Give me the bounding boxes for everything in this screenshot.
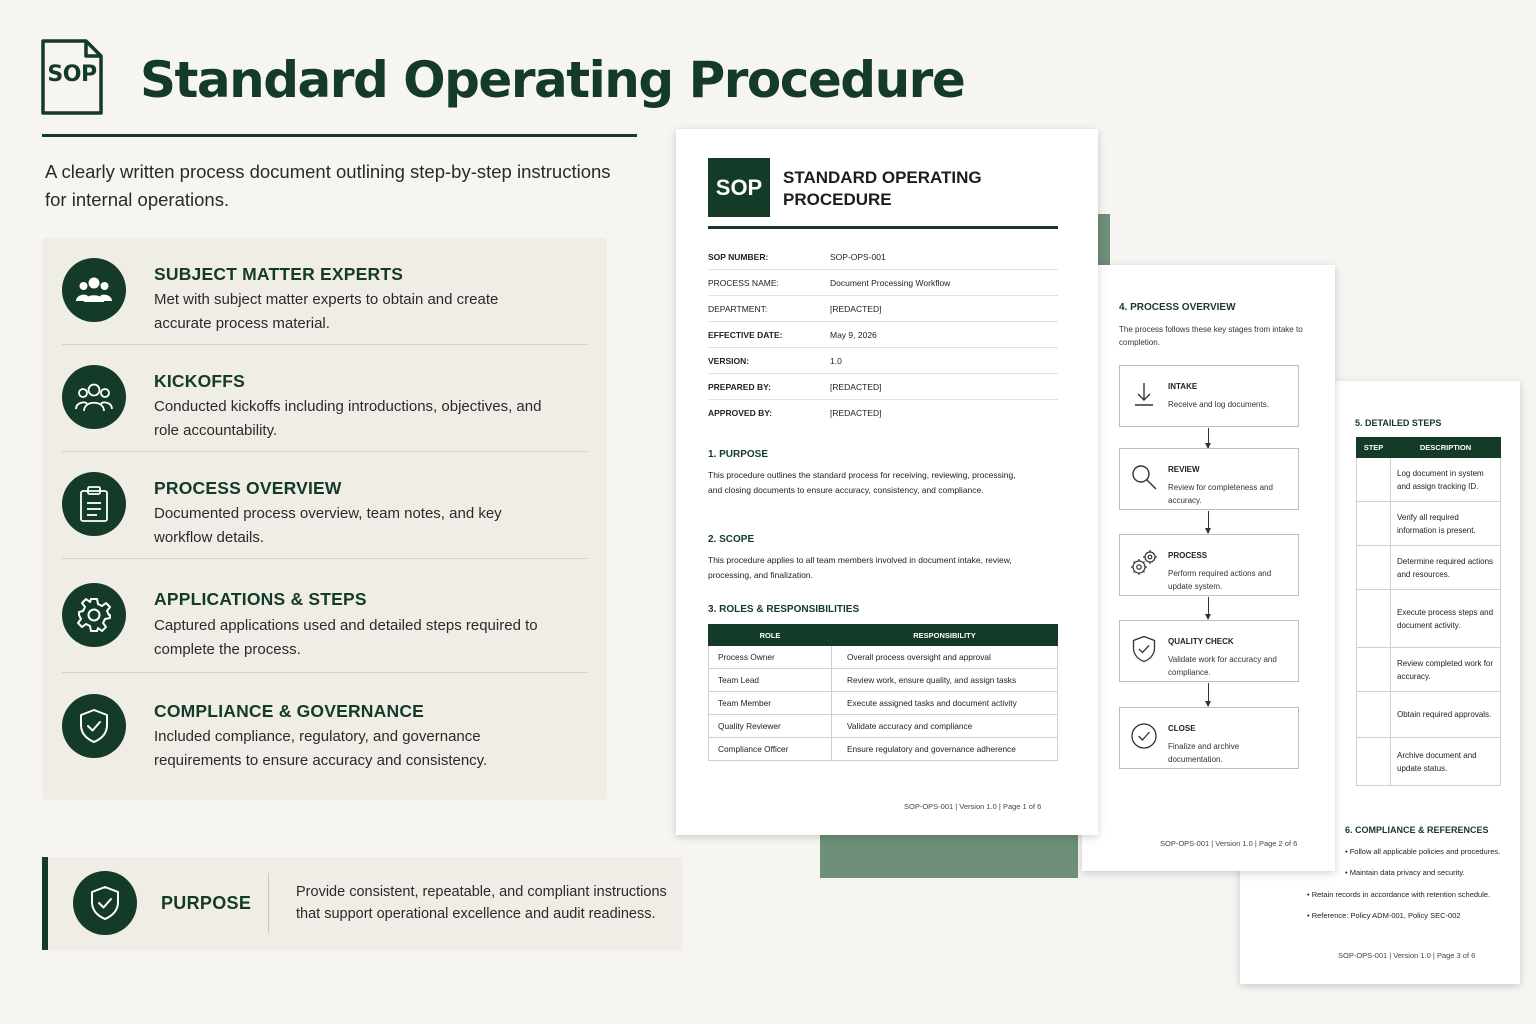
role-cell: Compliance Officer: [709, 738, 832, 761]
features-panel: [42, 238, 607, 800]
table-header: ROLE: [709, 625, 832, 646]
meta-row: [708, 374, 1058, 400]
role-cell: Quality Reviewer: [709, 715, 832, 738]
flow-arrow: [1208, 428, 1209, 448]
shield-check-icon: [62, 694, 126, 758]
roles-heading: 3. ROLES & RESPONSIBILITIES: [708, 604, 860, 615]
step-description: Verify all required information is present.: [1391, 502, 1501, 546]
people-group-icon: [62, 258, 126, 322]
flow-step-desc: Perform required actions and update system.: [1168, 569, 1272, 591]
process-overview-intro: The process follows these key stages from intake to completion.: [1119, 325, 1303, 347]
flow-step-name: CLOSE: [1168, 724, 1196, 733]
bullet-item: • Reference: Policy ADM-001, Policy SEC-002: [1307, 911, 1461, 920]
flow-step-name: REVIEW: [1168, 465, 1200, 474]
flow-step-name: INTAKE: [1168, 382, 1198, 391]
feature-item: [62, 673, 587, 793]
meta-key: PROCESS NAME:: [708, 278, 779, 288]
meta-key: EFFECTIVE DATE:: [708, 330, 783, 340]
page-subtitle: A clearly written process document outlining step-by-step instructions for internal operations.: [45, 161, 611, 210]
meta-row: [708, 270, 1058, 296]
feature-divider: [62, 558, 587, 559]
responsibility-cell: Review work, ensure quality, and assign tasks: [832, 669, 1058, 692]
table-header: STEP: [1357, 438, 1391, 458]
flow-step-name: PROCESS: [1168, 551, 1208, 560]
table-header: DESCRIPTION: [1391, 438, 1501, 458]
feature-item: [62, 561, 587, 673]
document-page-2: [1082, 265, 1335, 871]
process-overview-heading: 4. PROCESS OVERVIEW: [1119, 302, 1236, 313]
meta-value: SOP-OPS-001: [830, 252, 886, 262]
table-header: RESPONSIBILITY: [832, 625, 1058, 646]
flow-step-desc: Receive and log documents.: [1168, 400, 1269, 409]
flow-arrow: [1208, 683, 1209, 706]
shield-check-icon: [73, 871, 137, 935]
step-number-cell: [1357, 502, 1391, 546]
responsibility-cell: Ensure regulatory and governance adherence: [832, 738, 1058, 761]
bullet-text: Retain records in accordance with retention schedule.: [1311, 890, 1491, 899]
table-row: [1357, 692, 1501, 738]
scope-paragraph: This procedure applies to all team members involved in document intake, review, processing, and finalization.: [708, 555, 1012, 580]
purpose-label: PURPOSE: [161, 893, 252, 913]
flow-step-desc: Finalize and archive documentation.: [1168, 742, 1240, 764]
responsibility-cell: Validate accuracy and compliance: [832, 715, 1058, 738]
meta-row: [708, 400, 1058, 426]
purpose-paragraph: This procedure outlines the standard process for receiving, reviewing, processing, and closing documents to ensure accuracy, consistency, and compliance.: [708, 470, 1016, 495]
feature-description: Met with subject matter experts to obtain and create accurate process material.: [154, 291, 499, 332]
flow-step-desc: Validate work for accuracy and compliance.: [1168, 655, 1277, 677]
meta-value: Document Processing Workflow: [830, 278, 951, 288]
table-row: [709, 715, 1058, 738]
compliance-references-heading: 6. COMPLIANCE & REFERENCES: [1345, 825, 1489, 835]
page-footer: SOP-OPS-001 | Version 1.0 | Page 3 of 6: [1338, 951, 1476, 960]
purpose-text: Provide consistent, repeatable, and compliant instructions that support operational excellence and audit readiness.: [296, 884, 667, 922]
role-cell: Team Lead: [709, 669, 832, 692]
table-row: [709, 738, 1058, 761]
check-circle-icon: [1130, 722, 1158, 750]
feature-item: [62, 238, 587, 345]
table-row: [1357, 458, 1501, 502]
bullet-item: • Follow all applicable policies and procedures.: [1345, 847, 1501, 856]
gear-icon: [62, 583, 126, 647]
bullet-text: Maintain data privacy and security.: [1349, 868, 1465, 877]
download-arrow-icon: [1130, 380, 1158, 408]
feature-title: KICKOFFS: [154, 371, 246, 391]
step-number-cell: [1357, 692, 1391, 738]
step-description: Obtain required approvals.: [1391, 692, 1501, 738]
sop-document-icon: [40, 38, 104, 116]
roles-table: [708, 624, 1058, 761]
step-number-cell: [1357, 590, 1391, 648]
feature-title: APPLICATIONS & STEPS: [154, 589, 367, 609]
flow-arrow: [1208, 597, 1209, 619]
feature-description: Conducted kickoffs including introductions, objectives, and role accountability.: [154, 398, 542, 439]
flow-step-review: [1119, 448, 1299, 510]
flow-arrow: [1208, 511, 1209, 533]
meta-key: SOP NUMBER:: [708, 252, 769, 262]
step-number-cell: [1357, 458, 1391, 502]
step-description: Execute process steps and document activity.: [1391, 590, 1501, 648]
meta-key: APPROVED BY:: [708, 408, 773, 418]
scope-heading: 2. SCOPE: [708, 534, 755, 545]
meta-value: [REDACTED]: [830, 304, 882, 314]
title-divider: [42, 134, 637, 137]
step-description: Determine required actions and resources.: [1391, 546, 1501, 590]
role-cell: Team Member: [709, 692, 832, 715]
table-row: [709, 669, 1058, 692]
flow-step-close: [1119, 707, 1299, 769]
flow-step-name: QUALITY CHECK: [1168, 637, 1234, 646]
feature-description: Documented process overview, team notes, and key workflow details.: [154, 505, 502, 546]
responsibility-cell: Overall process oversight and approval: [832, 646, 1058, 669]
document-page-1: [676, 129, 1098, 835]
step-description: Log document in system and assign tracking ID.: [1391, 458, 1501, 502]
title-divider: [708, 226, 1058, 229]
feature-title: SUBJECT MATTER EXPERTS: [154, 264, 404, 284]
feature-title: PROCESS OVERVIEW: [154, 478, 342, 498]
table-row: [709, 692, 1058, 715]
table-row: [1357, 648, 1501, 692]
document-title: STANDARD OPERATING PROCEDURE: [783, 168, 982, 209]
purpose-separator: [268, 873, 269, 933]
team-icon: [62, 365, 126, 429]
meta-value: May 9, 2026: [830, 330, 877, 340]
page-footer: SOP-OPS-001 | Version 1.0 | Page 2 of 6: [1160, 839, 1298, 848]
page-footer: SOP-OPS-001 | Version 1.0 | Page 1 of 6: [904, 802, 1042, 811]
purpose-heading: 1. PURPOSE: [708, 449, 769, 460]
table-row: [1357, 546, 1501, 590]
sop-logo: SOP: [708, 158, 770, 217]
bullet-item: • Retain records in accordance with retention schedule.: [1307, 890, 1491, 899]
step-number-cell: [1357, 546, 1391, 590]
feature-title: COMPLIANCE & GOVERNANCE: [154, 701, 425, 721]
table-row: [1357, 502, 1501, 546]
meta-key: DEPARTMENT:: [708, 304, 768, 314]
meta-row: [708, 244, 1058, 270]
page-title: Standard Operating Procedure: [140, 51, 965, 109]
meta-key: PREPARED BY:: [708, 382, 771, 392]
clipboard-icon: [62, 472, 126, 536]
feature-description: Captured applications used and detailed steps required to complete the process.: [154, 617, 538, 658]
responsibility-cell: Execute assigned tasks and document activity: [832, 692, 1058, 715]
table-row: [709, 646, 1058, 669]
bullet-text: Reference: Policy ADM-001, Policy SEC-002: [1311, 911, 1461, 920]
flow-step-process: [1119, 534, 1299, 596]
meta-value: 1.0: [830, 356, 842, 366]
flow-step-intake: [1119, 365, 1299, 427]
table-row: [1357, 738, 1501, 786]
magnifier-icon: [1130, 463, 1158, 491]
meta-row: [708, 348, 1058, 374]
flow-step-quality-check: [1119, 620, 1299, 682]
role-cell: Process Owner: [709, 646, 832, 669]
meta-key: VERSION:: [708, 356, 750, 366]
step-description: Review completed work for accuracy.: [1391, 648, 1501, 692]
step-number-cell: [1357, 648, 1391, 692]
meta-row: [708, 322, 1058, 348]
shield-check-icon: [1130, 635, 1158, 663]
bullet-text: Follow all applicable policies and procedures.: [1349, 847, 1501, 856]
meta-value: [REDACTED]: [830, 382, 882, 392]
table-row: [1357, 590, 1501, 648]
feature-item: [62, 345, 587, 452]
detailed-steps-heading: 5. DETAILED STEPS: [1355, 418, 1442, 428]
meta-value: [REDACTED]: [830, 408, 882, 418]
detailed-steps-table: [1356, 437, 1501, 786]
feature-description: Included compliance, regulatory, and governance requirements to ensure accuracy and consistency.: [154, 728, 488, 769]
step-description: Archive document and update status.: [1391, 738, 1501, 786]
sop-icon-label: SOP: [47, 62, 97, 87]
step-number-cell: [1357, 738, 1391, 786]
flow-step-desc: Review for completeness and accuracy.: [1168, 483, 1273, 505]
feature-item: [62, 452, 587, 559]
bullet-item: • Maintain data privacy and security.: [1345, 868, 1465, 877]
meta-row: [708, 296, 1058, 322]
gears-icon: [1130, 549, 1158, 577]
purpose-callout: [42, 857, 682, 950]
